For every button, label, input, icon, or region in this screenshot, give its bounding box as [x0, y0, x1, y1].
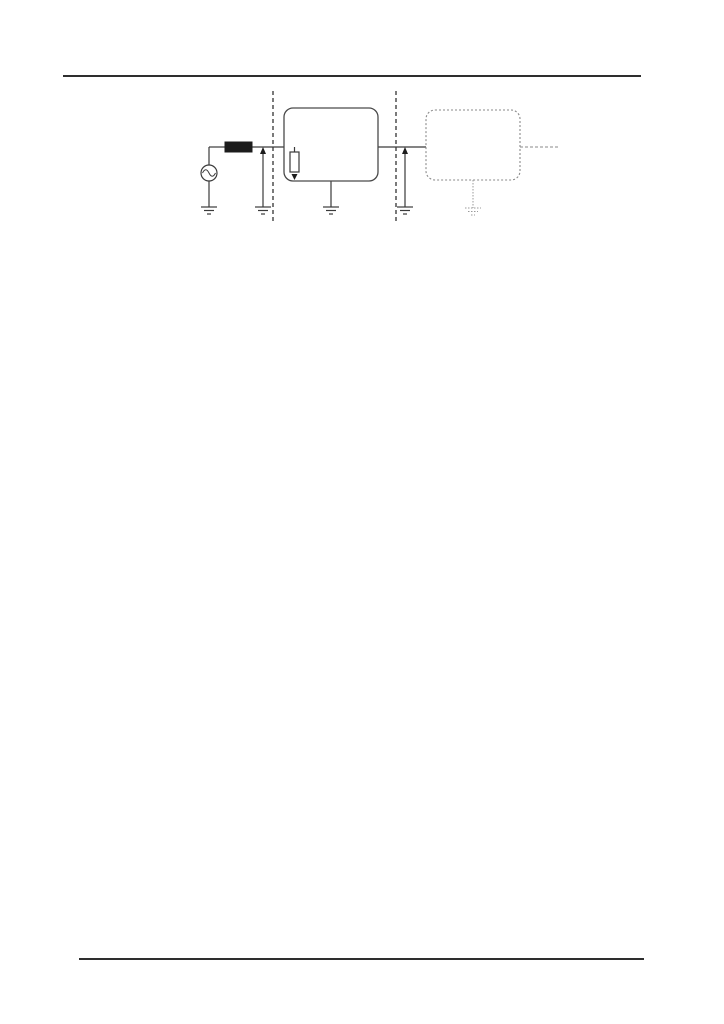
resistor-rg	[225, 142, 252, 152]
vs-arrow	[402, 147, 408, 207]
function-g-box	[426, 110, 520, 180]
section-heading	[102, 252, 641, 272]
circuit-diagram	[165, 90, 565, 226]
figure-4	[165, 90, 565, 226]
resistor-re	[290, 152, 299, 172]
footer-rule	[79, 958, 644, 960]
ground-dotted-icon	[465, 208, 481, 215]
ve-arrow	[260, 147, 266, 207]
page-content	[84, 86, 641, 276]
ground-icon	[323, 207, 339, 214]
ground-icon	[201, 207, 217, 214]
source-icon	[201, 165, 217, 181]
ground-icon	[397, 207, 413, 214]
header-rule	[63, 75, 641, 77]
ground-icon	[255, 207, 271, 214]
